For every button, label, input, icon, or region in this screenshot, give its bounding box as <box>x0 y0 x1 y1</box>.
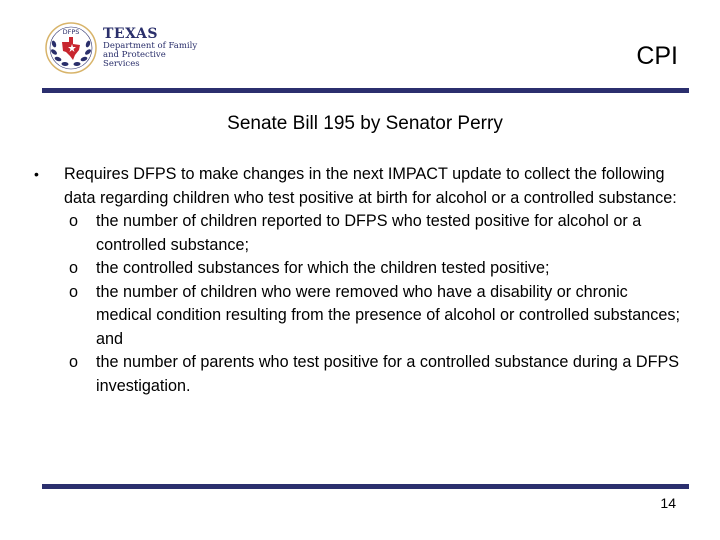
sub-marker: o <box>69 282 79 301</box>
bullet-marker: • <box>34 166 39 182</box>
page-number: 14 <box>660 495 676 511</box>
logo-subtitle-line2: and Protective Services <box>103 49 166 69</box>
dfps-seal-icon <box>45 22 97 74</box>
sub-item <box>69 257 684 281</box>
slide-title: Senate Bill 195 by Senator Perry <box>227 113 503 134</box>
sub-text: the controlled substances for which the children tested positive; <box>96 259 550 277</box>
footer-divider <box>42 484 689 489</box>
svg-text:DFPS: DFPS <box>62 28 80 36</box>
sub-text: the number of children who were removed who have a disability or chronic medical condition resulting from the presence of alcohol or controlled substances; and <box>96 282 680 348</box>
sub-item <box>69 281 684 352</box>
bullet-item <box>34 163 684 210</box>
sub-item <box>69 351 684 398</box>
sub-item <box>69 210 684 257</box>
dfps-logo <box>45 20 205 76</box>
header-divider <box>42 88 689 93</box>
sub-marker: o <box>69 353 79 371</box>
slide-body <box>34 163 684 398</box>
sub-marker: o <box>69 259 79 277</box>
sub-text: the number of children reported to DFPS who tested positive for alcohol or a controlled substance; <box>96 212 642 254</box>
sub-text: the number of parents who test positive for a controlled substance during a DFPS investigation. <box>96 353 680 395</box>
bullet-text: Requires DFPS to make changes in the next IMPACT update to collect the following data regarding children who test positive at birth for alcohol or a controlled substance: <box>64 165 677 207</box>
logo-subtitle-line1: Department of Family <box>103 40 198 51</box>
section-label: CPI <box>636 42 678 70</box>
logo-title: TEXAS <box>103 26 158 43</box>
sub-marker: o <box>69 212 79 230</box>
